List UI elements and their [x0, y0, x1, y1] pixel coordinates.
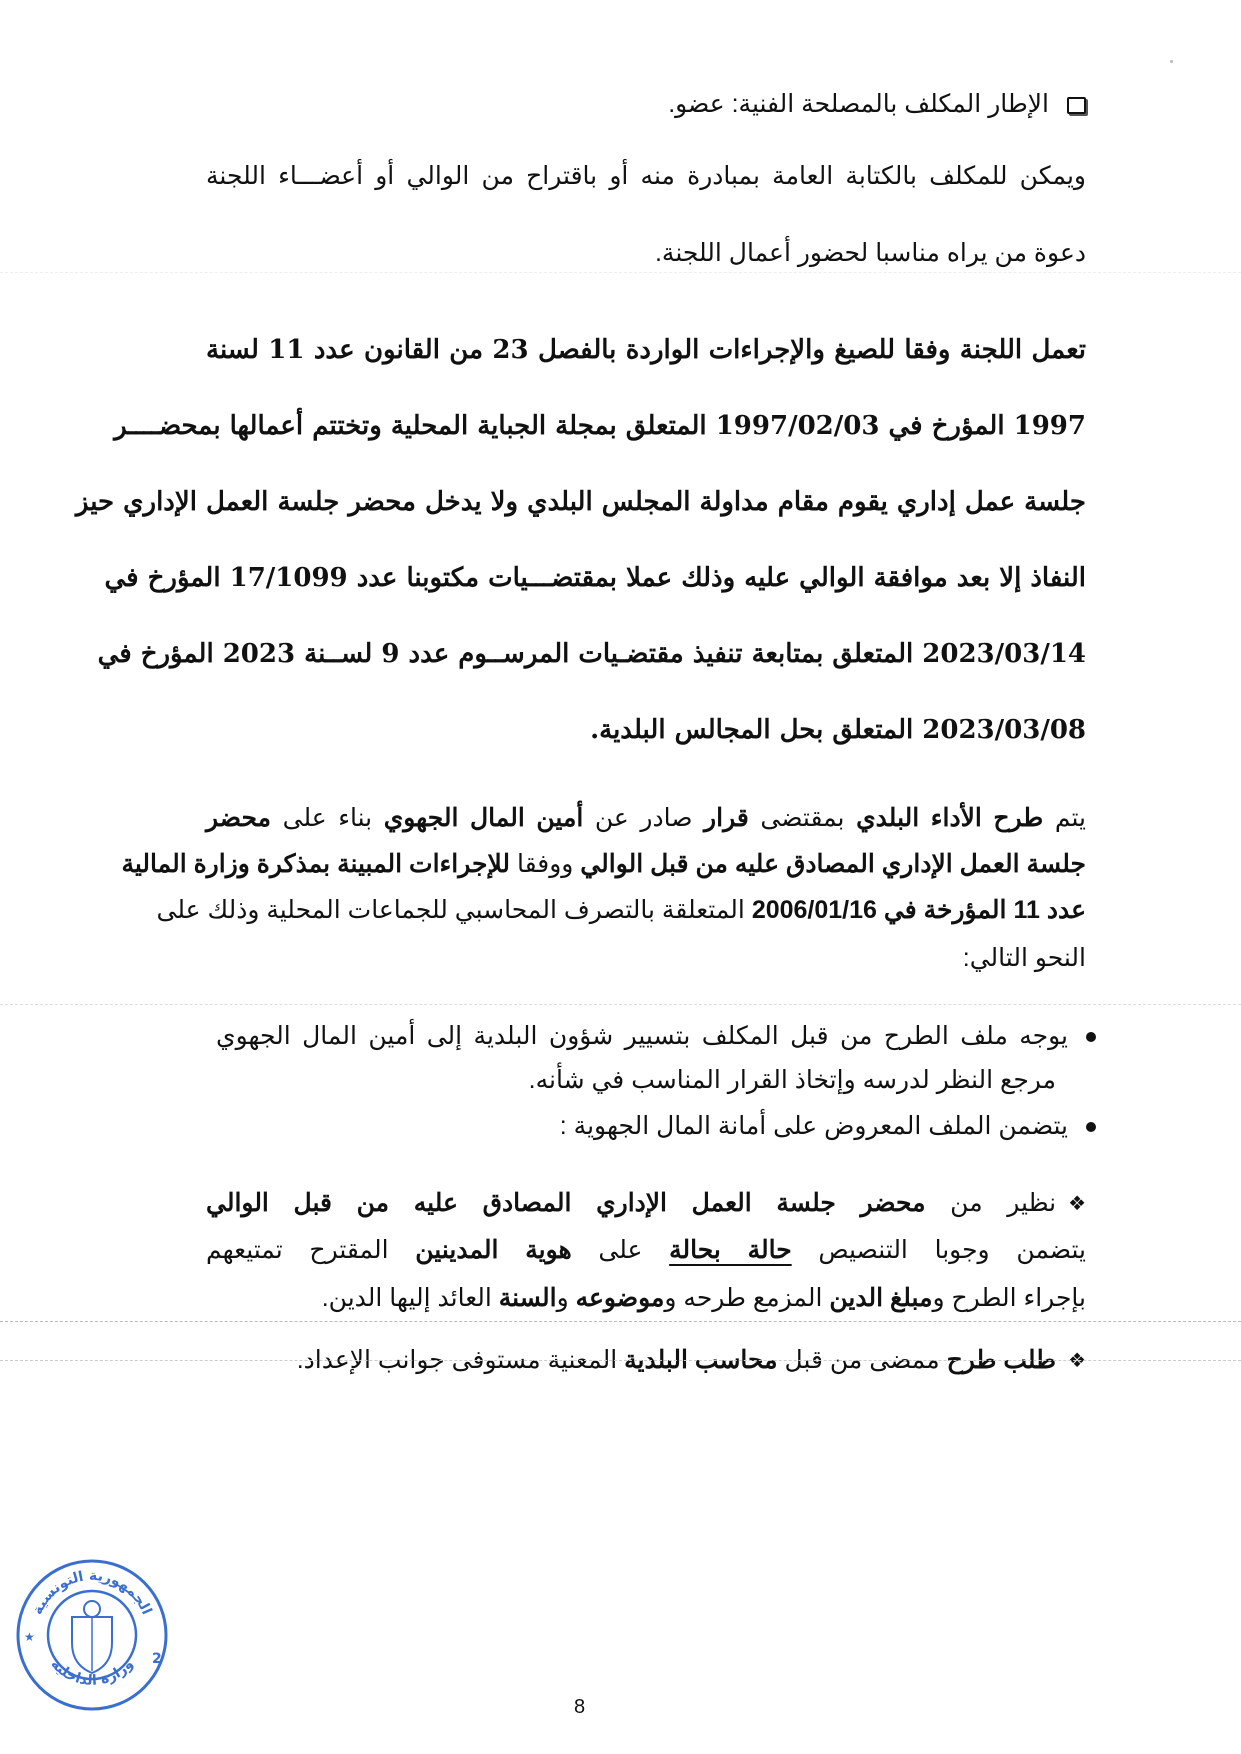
paragraph-3-line-1 — [206, 800, 1086, 836]
scan-artifact-line — [0, 1360, 1241, 1361]
diamond-bullet-icon: ❖ — [1068, 1350, 1086, 1373]
paragraph-1-line-2: دعوة من يراه مناسبا لحضور أعمال اللجنة. — [654, 239, 1086, 267]
paragraph-2-line-2: 1997 المؤرخ في 1997/02/03 المتعلق بمجلة الجباية المحلية وتختتم أعمالها بمحضــــر — [114, 411, 1086, 441]
stamp-star-icon: ★ — [24, 1630, 35, 1644]
text-run: مبلغ الدين — [829, 1284, 933, 1312]
text-run: قرار — [704, 804, 749, 832]
text-run: بمقتضى — [748, 804, 857, 832]
bullet-item-1-line-1 — [216, 1018, 1096, 1054]
scan-artifact-line — [0, 1321, 1241, 1322]
text-run: و — [556, 1284, 576, 1312]
text-run: صادر عن — [583, 804, 705, 832]
bullet-item-2 — [96, 1108, 1096, 1144]
paragraph-2-line-5: 2023/03/14 المتعلق بمتابعة تنفيذ مقتضـيات المرســوم عدد 9 لســنة 2023 المؤرخ في — [97, 639, 1086, 669]
paragraph-2-line-6: 2023/03/08 المتعلق بحل المجالس البلدية. — [590, 715, 1086, 745]
text-run: موضوعه — [575, 1284, 665, 1312]
text-run: السنة — [498, 1284, 557, 1312]
text-run: نظير من — [925, 1189, 1057, 1217]
page-number: 8 — [574, 1696, 586, 1718]
paragraph-2-line-1: تعمل اللجنة وفقا للصيغ والإجراءات الواردة بالفصل 23 من القانون عدد 11 لسنة — [206, 335, 1086, 365]
paragraph-2-line-4: النفاذ إلا بعد موافقة الوالي عليه وذلك عملا بمقتضـــيات مكتوبنا عدد 17/1099 المؤرخ في — [104, 563, 1086, 593]
scan-artifact-line — [0, 1004, 1241, 1005]
paragraph-2-line-3: جلسة عمل إداري يقوم مقام مداولة المجلس البلدي ولا يدخل محضر جلسة العمل الإداري حيز — [75, 487, 1086, 517]
text-run: يتم — [1043, 804, 1086, 832]
scan-speck — [1170, 60, 1173, 63]
official-stamp — [12, 1555, 172, 1715]
stamp-bottom-text: وزارة الداخلية — [47, 1656, 137, 1689]
text-run: محضر — [206, 804, 272, 832]
sub-item-1-line-1 — [206, 1185, 1086, 1222]
checkbox-item-text: الإطار المكلف بالمصلحة الفنية: عضو. — [668, 90, 1049, 118]
text-run: جلسة العمل الإداري المصادق عليه من قبل الوالي — [580, 850, 1086, 878]
paragraph-3-line-2 — [121, 846, 1086, 882]
text-run: طرح الأداء البلدي — [856, 804, 1044, 832]
bullet-icon — [1086, 1122, 1096, 1132]
text-run: بإجراء الطرح و — [932, 1284, 1086, 1312]
text-run: محاسب البلدية — [624, 1346, 778, 1374]
text-run: للإجراءات المبينة بمذكرة وزارة المالية — [121, 850, 511, 878]
text-run: عدد 11 المؤرخة في 2006/01/16 — [751, 896, 1086, 924]
checkbox-list-item — [86, 86, 1086, 122]
bullet-item-1-line-2: مرجع النظر لدرسه وإتخاذ القرار المناسب في شأنه. — [528, 1066, 1056, 1094]
text-run: محضر جلسة العمل الإداري المصادق عليه من قبل الوالي — [206, 1189, 926, 1217]
text-run: على — [571, 1236, 670, 1264]
text-run: ممضى من قبل — [777, 1346, 947, 1374]
text-run: يتضمن الملف المعروض على أمانة المال الجهوية : — [559, 1112, 1068, 1140]
text-run: يوجه ملف الطرح من قبل المكلف بتسيير شؤون البلدية إلى أمين المال الجهوي — [216, 1022, 1068, 1050]
text-run: المزمع طرحه و — [664, 1284, 830, 1312]
diamond-bullet-icon: ❖ — [1068, 1193, 1086, 1216]
text-run: أمين المال الجهوي — [383, 804, 584, 832]
sub-item-1-line-3 — [86, 1280, 1086, 1316]
stamp-number: 2 — [152, 1651, 162, 1667]
coat-of-arms-crest — [84, 1601, 100, 1617]
checkbox-icon — [1067, 97, 1086, 114]
stamp-top-text: الجمهورية التونسية — [29, 1567, 155, 1618]
text-run: المقترح تمتيعهم — [206, 1236, 416, 1264]
text-run: طلب طرح — [946, 1346, 1057, 1374]
text-run: المتعلقة بالتصرف المحاسبي للجماعات المحلية وذلك على — [156, 896, 752, 924]
text-run: المعنية مستوفى جوانب الإعداد. — [296, 1346, 625, 1374]
text-run: ووفقا — [510, 850, 581, 878]
scan-artifact-line — [0, 272, 1241, 273]
text-run: بناء على — [271, 804, 384, 832]
text-run: حالة بحالة — [669, 1236, 792, 1264]
text-run: يتضمن وجوبا التنصيص — [791, 1236, 1086, 1264]
paragraph-3-line-3 — [156, 892, 1086, 928]
bullet-icon — [1086, 1032, 1096, 1042]
text-run: العائد إليها الدين. — [321, 1284, 499, 1312]
sub-item-1-line-2 — [206, 1232, 1086, 1268]
paragraph-3-line-4: النحو التالي: — [962, 944, 1086, 972]
paragraph-1-line-1: ويمكن للمكلف بالكتابة العامة بمبادرة منه أو باقتراح من الوالي أو أعضـــاء اللجنة — [206, 162, 1086, 190]
text-run: هوية المدينين — [415, 1236, 572, 1264]
